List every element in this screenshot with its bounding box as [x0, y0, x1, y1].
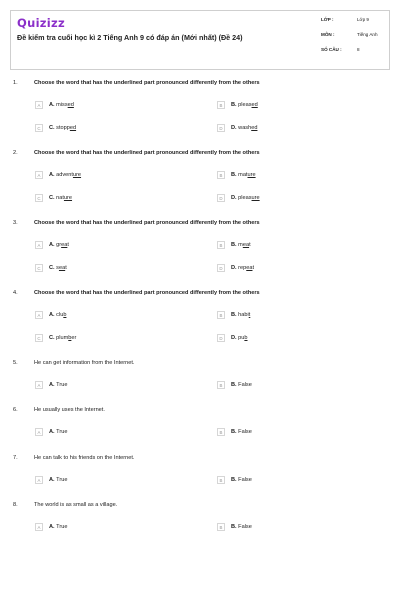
question-text: Choose the word that has the underlined part pronounced differently from the others — [34, 220, 260, 226]
question-number: 3. — [13, 220, 18, 226]
option-letter-box: A — [35, 381, 43, 389]
option-text — [231, 102, 258, 108]
question-text: Choose the word that has the underlined part pronounced differently from the others — [34, 80, 260, 86]
option-word-suffix: t — [67, 242, 69, 248]
option-word: pu — [238, 335, 245, 341]
option-text — [231, 265, 254, 271]
question-text: He usually uses the Internet. — [34, 407, 105, 413]
worksheet-title: Đề kiểm tra cuối học kì 2 Tiếng Anh 9 có đáp án (Mới nhất) (Đề 24) — [17, 33, 243, 42]
option-letter: C. — [49, 265, 57, 271]
option-text — [49, 429, 67, 435]
answer-option[interactable] — [217, 123, 257, 133]
option-text — [231, 429, 252, 435]
option-text — [231, 172, 256, 178]
option-word: habi — [238, 312, 249, 318]
question-number: 4. — [13, 290, 18, 296]
option-letter: D. — [231, 265, 239, 271]
option-text — [231, 125, 257, 131]
question-number: 1. — [13, 80, 18, 86]
option-letter: B. — [231, 524, 239, 530]
option-letter: C. — [49, 335, 57, 341]
meta-count-label: SỐ CÂU : — [321, 47, 342, 52]
option-letter-box: A — [35, 241, 43, 249]
option-text — [49, 524, 67, 530]
option-letter: B. — [231, 429, 239, 435]
option-letter-box: B — [217, 523, 225, 531]
answer-option[interactable] — [35, 333, 76, 343]
option-letter: B. — [231, 172, 239, 178]
question-number: 7. — [13, 455, 18, 461]
underlined-part: ed — [251, 102, 258, 108]
option-word: False — [238, 477, 252, 483]
question-text: Choose the word that has the underlined part pronounced differently from the others — [34, 150, 260, 156]
option-letter: B. — [231, 477, 239, 483]
answer-option[interactable] — [217, 380, 252, 390]
option-word: True — [56, 477, 68, 483]
quizizz-logo: Quizizz — [17, 16, 66, 30]
option-letter-box: D — [217, 264, 225, 272]
option-letter-box: D — [217, 334, 225, 342]
option-letter-box: B — [217, 381, 225, 389]
option-letter: B. — [231, 242, 239, 248]
answer-option[interactable] — [35, 522, 67, 532]
option-word: mat — [238, 172, 248, 178]
underlined-part: ea — [58, 265, 66, 271]
question-text: He can get information from the Internet. — [34, 360, 135, 366]
underlined-part: ure — [63, 195, 73, 201]
option-letter: B. — [231, 382, 239, 388]
option-text — [231, 335, 248, 341]
question-number: 8. — [13, 502, 18, 508]
option-letter: B. — [231, 102, 239, 108]
option-text — [49, 125, 76, 131]
underlined-part: ure — [72, 172, 82, 178]
option-letter-box: B — [217, 101, 225, 109]
option-text — [231, 524, 252, 530]
option-word: wash — [238, 125, 252, 131]
meta-count-value: 8 — [357, 47, 360, 52]
option-letter: A. — [49, 102, 57, 108]
option-letter-box: A — [35, 171, 43, 179]
option-letter-box: C — [35, 194, 43, 202]
underlined-part: ure — [251, 195, 260, 201]
underlined-part: ed — [69, 125, 77, 131]
option-letter-box: B — [217, 428, 225, 436]
underlined-part: ure — [247, 172, 256, 178]
underlined-part: b — [68, 335, 72, 341]
answer-option[interactable] — [35, 123, 76, 133]
question-number: 2. — [13, 150, 18, 156]
option-letter-box: A — [35, 428, 43, 436]
answer-option[interactable] — [35, 240, 69, 250]
option-text — [49, 265, 67, 271]
option-text — [231, 242, 251, 248]
option-text — [49, 195, 72, 201]
answer-option[interactable] — [217, 263, 254, 273]
underlined-part: b — [63, 312, 67, 318]
underlined-part: ed — [251, 125, 258, 131]
underlined-part: ea — [61, 242, 68, 248]
option-letter: C. — [49, 195, 57, 201]
answer-option[interactable] — [35, 263, 67, 273]
answer-option[interactable] — [35, 380, 67, 390]
meta-grade — [321, 17, 369, 22]
option-word: True — [56, 429, 68, 435]
underlined-part: ea — [246, 265, 253, 271]
underlined-part: t — [248, 312, 251, 318]
meta-subject — [321, 32, 378, 37]
option-letter: D. — [231, 125, 239, 131]
option-letter-box: B — [217, 311, 225, 319]
option-letter: A. — [49, 242, 57, 248]
option-letter: B. — [231, 312, 239, 318]
option-letter-box: B — [217, 171, 225, 179]
answer-option[interactable] — [35, 193, 72, 203]
option-word-suffix: t — [65, 265, 67, 271]
question-text: Choose the word that has the underlined part pronounced differently from the others — [34, 290, 260, 296]
option-word: plum — [56, 335, 69, 341]
meta-grade-label: LỚP : — [321, 17, 334, 22]
answer-option[interactable] — [217, 522, 252, 532]
answer-option[interactable] — [35, 427, 67, 437]
option-text — [49, 312, 66, 318]
answer-option[interactable] — [217, 475, 252, 485]
option-word: nat — [56, 195, 64, 201]
option-word-suffix: er — [71, 335, 77, 341]
question-text: The world is as small as a village. — [34, 502, 118, 508]
option-letter-box: A — [35, 311, 43, 319]
option-letter-box: C — [35, 334, 43, 342]
option-text — [49, 335, 76, 341]
question-number: 5. — [13, 360, 18, 366]
option-text — [49, 477, 67, 483]
option-letter: A. — [49, 312, 57, 318]
meta-question-count — [321, 47, 360, 52]
option-text — [49, 382, 67, 388]
option-word: True — [56, 524, 68, 530]
answer-option[interactable] — [217, 427, 252, 437]
meta-grade-value: Lớp 9 — [357, 17, 369, 22]
option-word: False — [238, 382, 252, 388]
answer-option[interactable] — [217, 310, 250, 320]
option-letter-box: C — [35, 264, 43, 272]
option-letter: A. — [49, 524, 57, 530]
option-letter-box: D — [217, 124, 225, 132]
option-letter: A. — [49, 477, 57, 483]
option-letter-box: B — [217, 241, 225, 249]
answer-option[interactable] — [35, 310, 66, 320]
option-word: miss — [56, 102, 68, 108]
option-letter: A. — [49, 172, 57, 178]
option-text — [231, 195, 260, 201]
option-word-suffix: t — [249, 242, 251, 248]
answer-option[interactable] — [35, 170, 81, 180]
option-text — [231, 382, 252, 388]
option-word-suffix: t — [252, 265, 255, 271]
option-word: pleas — [238, 195, 252, 201]
underlined-part: ed — [67, 102, 74, 108]
meta-subject-label: MÔN : — [321, 32, 335, 37]
option-letter-box: B — [217, 476, 225, 484]
question-number: 6. — [13, 407, 18, 413]
option-text — [231, 477, 252, 483]
option-letter-box: A — [35, 101, 43, 109]
option-word: False — [238, 524, 252, 530]
option-letter: D. — [231, 195, 239, 201]
answer-option[interactable] — [217, 100, 258, 110]
option-text — [49, 172, 81, 178]
option-word: rep — [238, 265, 247, 271]
worksheet-header — [10, 10, 390, 70]
answer-option[interactable] — [217, 333, 248, 343]
option-word: stopp — [56, 125, 70, 131]
option-letter: A. — [49, 429, 57, 435]
option-text — [49, 242, 69, 248]
option-letter-box: D — [217, 194, 225, 202]
option-letter-box: A — [35, 523, 43, 531]
option-letter-box: A — [35, 476, 43, 484]
option-word: pleas — [238, 102, 252, 108]
option-word: m — [238, 242, 243, 248]
option-word: gr — [56, 242, 62, 248]
option-word: advent — [56, 172, 73, 178]
answer-option[interactable] — [217, 240, 251, 250]
option-word: s — [56, 265, 59, 271]
option-word: clu — [56, 312, 64, 318]
option-text — [231, 312, 250, 318]
option-letter-box: C — [35, 124, 43, 132]
answer-option[interactable] — [217, 170, 256, 180]
option-letter: A. — [49, 382, 57, 388]
option-letter: C. — [49, 125, 57, 131]
answer-option[interactable] — [35, 100, 74, 110]
underlined-part: b — [244, 335, 248, 341]
underlined-part: ea — [242, 242, 250, 248]
answer-option[interactable] — [217, 193, 260, 203]
option-word: True — [56, 382, 68, 388]
option-text — [49, 102, 74, 108]
option-word: False — [238, 429, 252, 435]
answer-option[interactable] — [35, 475, 67, 485]
option-letter: D. — [231, 335, 239, 341]
meta-subject-value: Tiếng Anh — [357, 32, 378, 37]
question-text: He can talk to his friends on the Internet. — [34, 455, 135, 461]
